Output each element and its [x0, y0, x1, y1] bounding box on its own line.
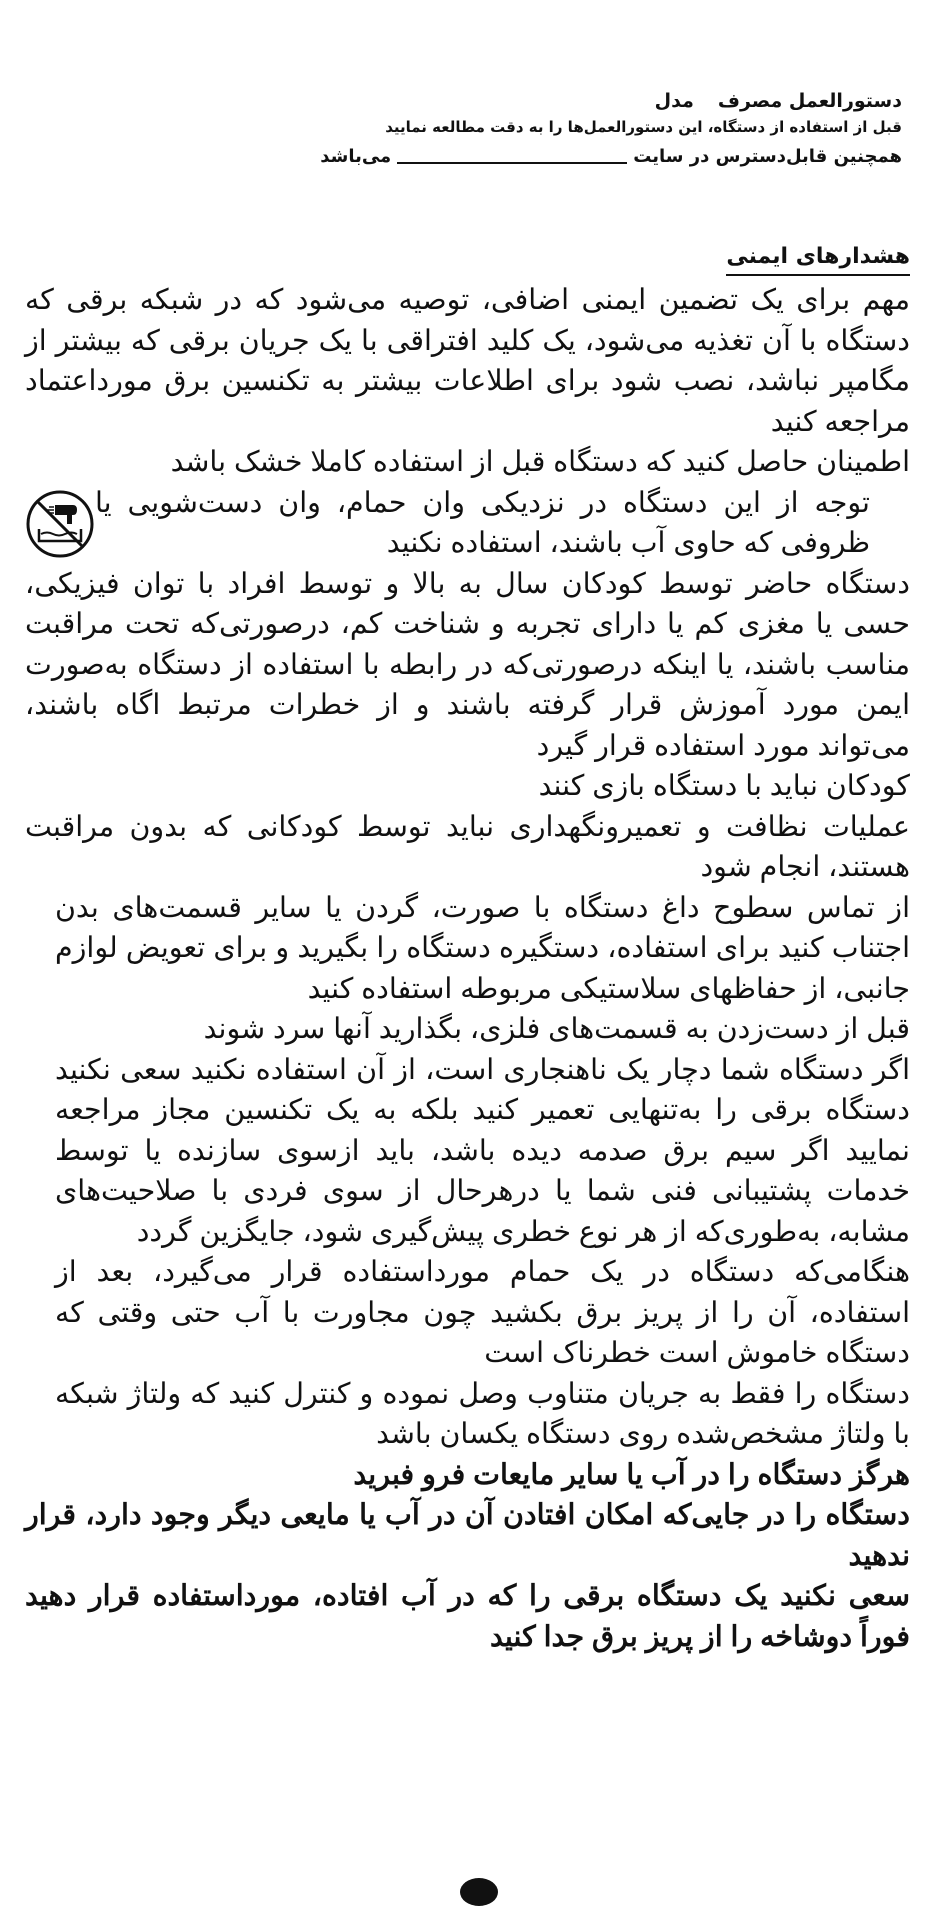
paragraph-bathroom: هنگامی‌که دستگاه در یک حمام مورداستفاده قرار می‌گیرد، بعد از استفاده، آن را از پریز برق بکشید چون مجاورت با آب حتی وقتی که دستگاه خاموش است خطرناک است: [55, 1256, 910, 1369]
manual-subtitle: قبل از استفاده از دستگاه، این دستورالعمل‌ها را به دقت مطالعه نمایید: [385, 118, 902, 136]
page-marker-dot: [460, 1878, 498, 1906]
paragraph-no-place-near-water: دستگاه را در جایی‌که امکان افتادن آن در آب یا مایعی دیگر وجود دارد، قرار ندهید: [25, 1499, 910, 1572]
paragraph-children-use: دستگاه حاضر توسط کودکان سال به بالا و توسط افراد با توان فیزیکی، حسی یا مغزی کم یا دارای تجربه و شناخت کم، درصورتی‌که تحت مراقبت مناسب باشند، یا اینکه درصورتی‌که در رابطه با استفاده از دستگاه به‌صورت ایمن مورد آموزش قرار گرفته باشند و از خطرات مرتبط اگاه باشند، می‌تواند مورد استفاده قرار گیرد: [25, 567, 910, 762]
paragraph-cleaning: عملیات نظافت و تعمیرونگهداری نباید توسط کودکانی که بدون مراقبت هستند، انجام شود: [25, 810, 910, 883]
header: [42, 88, 902, 174]
section-title: هشدارهای ایمنی: [726, 242, 910, 276]
website-suffix: می‌باشد: [320, 146, 392, 167]
paragraph-cool-metal: قبل از دست‌زدن به قسمت‌های فلزی، بگذارید آنها سرد شوند: [203, 1013, 910, 1045]
model-label: مدل: [654, 90, 694, 112]
website-blank: [397, 162, 627, 164]
paragraph-rcd: مهم برای یک تضمین ایمنی اضافی، توصیه می‌شود که در شبکه برقی که دستگاه با آن تغذیه می‌شود، یک کلید افتراقی با یک جریان برقی که بیشتر از مگامپر نباشد، نصب شود برای اطلاعات بیشتر به تکنسین برق مورداعتماد مراجعه کنید: [25, 284, 910, 438]
website-line: [42, 140, 902, 174]
paragraph-voltage: دستگاه را فقط به جریان متناوب وصل نموده و کنترل کنید که ولتاژ شبکه با ولتاژ مشخص‌شده روی دستگاه یکسان باشد: [55, 1377, 910, 1450]
paragraph-no-immerse: هرگز دستگاه را در آب یا سایر مایعات فرو فبرید: [353, 1458, 910, 1491]
manual-title: [42, 88, 902, 114]
safety-warnings-body: [25, 280, 910, 1657]
paragraph-hot-surfaces: از تماس سطوح داغ دستگاه با صورت، گردن یا سایر قسمت‌های بدن اجتناب کنید برای استفاده، دستگیره دستگاه را بگیرید و برای تعویض لوازم جانبی، از حفاظهای سلاستیکی مربوطه استفاده کنید: [55, 891, 910, 1005]
no-use-near-water-icon: [25, 489, 95, 559]
paragraph-malfunction: اگر دستگاه شما دچار یک ناهنجاری است، از آن استفاده نکنید سعی نکنید دستگاه برقی را به‌تنهایی تعمیر کنید بلکه به یک تکنسین مجاز مراجعه نمایید اگر سیم برق صدمه دیده باشد، باید ازسوی سازنده یا توسط خدمات پشتیبانی فنی شما یا درهرحال از سوی فردی با صلاحیت‌های مشابه، به‌طوری‌که از هر نوع خطری پیش‌گیری شود، جایگزین گردد: [55, 1053, 910, 1248]
water-warning-row: [25, 483, 910, 564]
paragraph-water-warning: توجه از این دستگاه در نزدیکی وان حمام، وان دست‌شویی یا ظروفی که حاوی آب باشند، استفاده نکنید: [95, 486, 870, 559]
paragraph-dry: اطمینان حاصل کنید که دستگاه قبل از استفاده کاملا خشک باشد: [170, 446, 910, 478]
manual-title-text: دستورالعمل مصرف: [717, 90, 902, 112]
paragraph-children-play: کودکان نباید با دستگاه بازی کنند: [538, 770, 910, 802]
paragraph-fallen-in-water: سعی نکنید یک دستگاه برقی را که در آب افتاده، مورداستفاده قرار دهید فوراً دوشاخه را از پریز برق جدا کنید: [25, 1580, 910, 1653]
website-prefix: همچنین قابل‌دسترس در سایت: [633, 146, 902, 167]
